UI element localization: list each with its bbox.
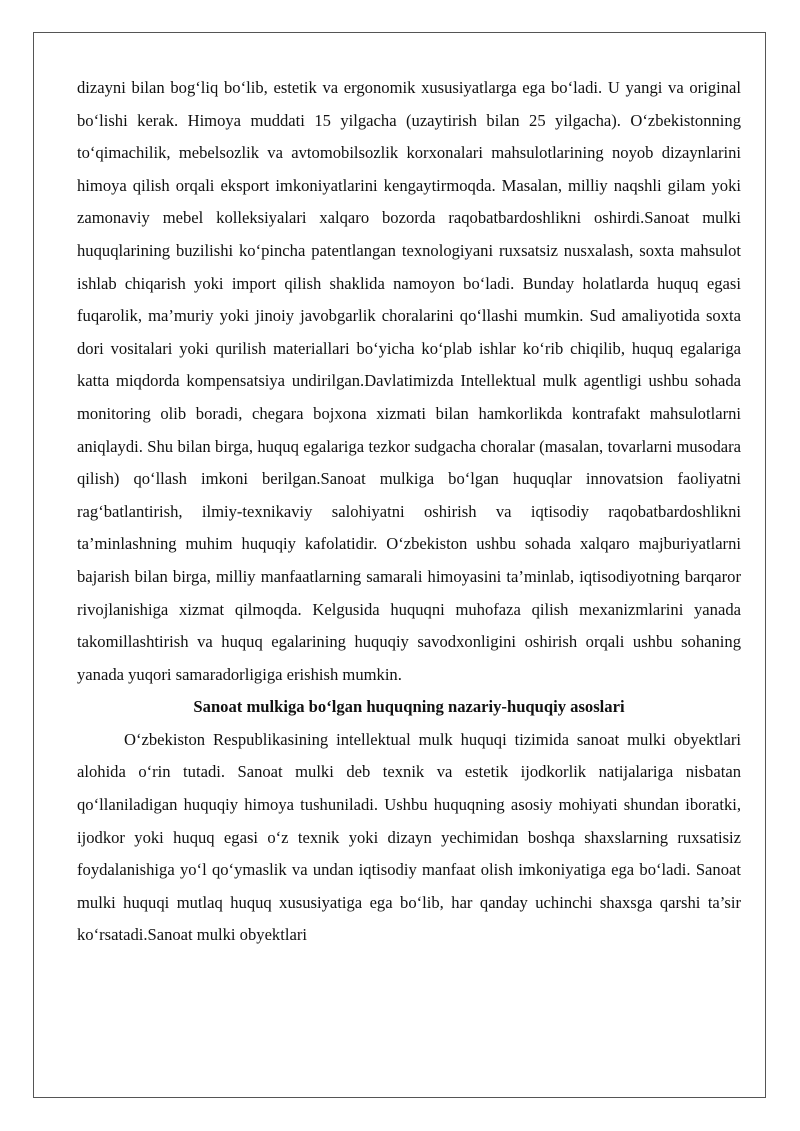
body-paragraph: O‘zbekiston Respublikasining intellektual mulk huquqi tizimida sanoat mulki obyektlari alohida o‘rin tutadi. Sanoat mulki deb texnik va estetik ijodkorlik natijalariga nisbatan qo‘llaniladigan huquqiy himoya tushuniladi. Ushbu huquqning asosiy mohiyati shundan iboratki, ijodkor yoki huquq egasi o‘z texnik yoki dizayn yechimidan boshqa shaxslarning ruxsatisiz foydalanishiga yo‘l qo‘ymaslik va undan iqtisodiy manfaat olish imkoniyatiga ega bo‘ladi. Sanoat mulki huquqi mutlaq huquq xususiyatiga ega bo‘lib, har qanday uchinchi shaxsga qarshi ta’sir ko‘rsatadi.Sanoat mulki obyektlari: [77, 729, 741, 945]
document-body: [77, 72, 741, 952]
section-heading: Sanoat mulkiga bo‘lgan huquqning nazariy-huquqiy asoslari: [193, 697, 625, 717]
body-paragraph-continued: dizayni bilan bog‘liq bo‘lib, estetik va ergonomik xususiyatlarga ega bo‘ladi. U yangi va original bo‘lishi kerak. Himoya muddati 15 yilgacha (uzaytirish bilan 25 yilgacha). O‘zbekistonning to‘qimachilik, mebelsozlik va avtomobilsozlik korxonalari mahsulotlarining noyob dizaynlarini himoya qilish orqali eksport imkoniyatlarini kengaytirmoqda. Masalan, milliy naqshli gilam yoki zamonaviy mebel kolleksiyalari xalqaro bozorda raqobatbardoshlikni oshirdi.Sanoat mulki huquqlarining buzilishi ko‘pincha patentlangan texnologiyani ruxsatsiz nusxalash, soxta mahsulot ishlab chiqarish yoki import qilish shaklida namoyon bo‘ladi. Bunday holatlarda huquq egasi fuqarolik, ma’muriy yoki jinoiy javobgarlik choralarini qo‘llashi mumkin. Sud amaliyotida soxta dori vositalari yoki qurilish materiallari bo‘yicha ko‘plab ishlar ko‘rib chiqilib, huquq egalariga katta miqdorda kompensatsiya undirilgan.Davlatimizda Intellektual mulk agentligi ushbu sohada monitoring olib boradi, chegara bojxona xizmati bilan hamkorlikda kontrafakt mahsulotlarni aniqlaydi. Shu bilan birga, huquq egalariga tezkor sudgacha choralar (masalan, tovarlarni musodara qilish) qo‘llash imkoni berilgan.Sanoat mulkiga bo‘lgan huquqlar innovatsion faoliyatni rag‘batlantirish, ilmiy-texnikaviy salohiyatni oshirish va iqtisodiy raqobatbardoshlikni ta’minlashning muhim huquqiy kafolatidir. O‘zbekiston ushbu sohada xalqaro majburiyatlarni bajarish bilan birga, milliy manfaatlarning samarali himoyasini ta’minlab, iqtisodiyotning barqaror rivojlanishiga xizmat qilmoqda. Kelgusida huquqni muhofaza qilish mexanizmlarini yanada takomillashtirish va huquq egalarining huquqiy savodxonligini oshirish orqali ushbu sohaning yanada yuqori samaradorligiga erishish mumkin.: [77, 78, 741, 684]
